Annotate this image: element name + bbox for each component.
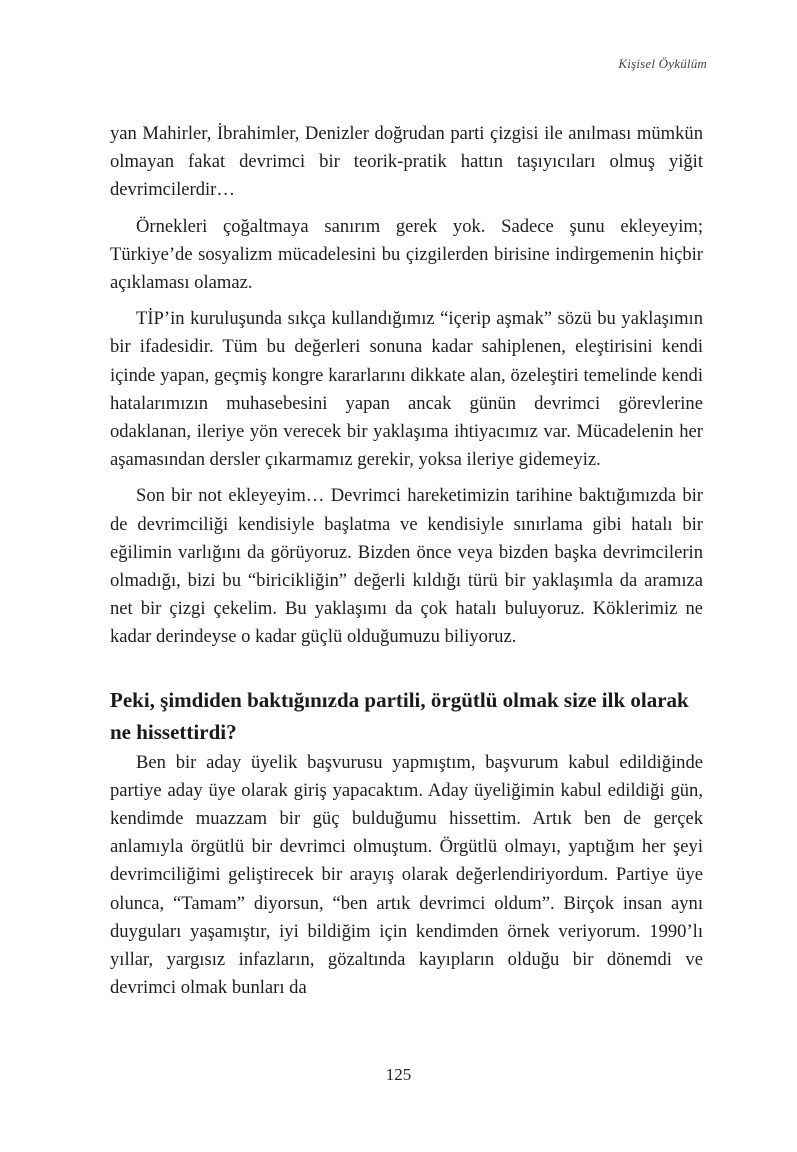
- page-number: 125: [385, 1065, 412, 1084]
- interview-question-heading: Peki, şimdiden baktığınızda partili, örgütlü olmak size ilk olarak ne hissettirdi?: [110, 687, 689, 744]
- paragraph-answer: Ben bir aday üyelik başvurusu yapmıştım, başvurum kabul edildiğinde partiye aday üye olarak giriş yapacaktım. Aday üyeliğimin kabul edildiği gün, kendimde muazzam bir güç bulduğumu hissettim. Artık ben de gerçek anlamıyla örgütlü bir devrimci olmuştum. Örgütlü olmayı, yaptığım her şeyi devrimciliğimi geliştirecek bir arayış olarak değerlendiriyordum. Partiye üye olunca, “Tamam” diyorsun, “ben artık devrimci oldum”. Birçok insan aynı duyguları yaşamıştır, iyi bildiğim için kendimden örnek veriyorum. 1990’lı yıllar, yargısız infazların, gözaltında kayıpların olduğu bir dönemdi ve devrimci olmak bunları da: [110, 751, 703, 999]
- paragraph-2: Örnekleri çoğaltmaya sanırım gerek yok. Sadece şunu ekleyeyim; Türkiye’de sosyalizm mücadelesini bu çizgilerden birisine indirgemenin hiçbir açıklaması olamaz.: [110, 215, 703, 294]
- paragraph-3: TİP’in kuruluşunda sıkça kullandığımız “içerip aşmak” sözü bu yaklaşımın bir ifadesidir. Tüm bu değerleri sonuna kadar sahiplenen, eleştirisini kendi içinde yapan, geçmiş kongre kararlarını dikkate alan, özeleştiri temelinde kendi hatalarımızın muhasebesini yapan ancak günün devrimci görevlerine odaklanan, ileriye yön verecek bir yaklaşıma ihtiyacımız var. Mücadelenin her aşamasından dersler çıkarmamız gerekir, yoksa ileriye gidemeyiz.: [110, 308, 703, 471]
- running-head: Kişisel Öykülüm: [618, 56, 707, 71]
- paragraph-1: yan Mahirler, İbrahimler, Denizler doğrudan parti çizgisi ile anılması mümkün olmayan fakat devrimci bir teorik-pratik hattın taşıyıcıları olmuş yiğit devrimcilerdir…: [110, 123, 703, 201]
- body-text: [110, 120, 703, 1002]
- paragraph-4: Son bir not ekleyeyim… Devrimci hareketimizin tarihine baktığımızda bir de devrimciliği kendisiyle başlatma ve kendisiyle sınırlama gibi hatalı bir eğilimin varlığını da görüyoruz. Bizden önce veya bizden başka devrimcilerin olmadığı, bizi bu “biricikliğin” değerli kıldığı türü bir yaklaşımla da aramıza net bir çizgi çekelim. Bu yaklaşımı da çok hatalı buluyoruz. Köklerimiz ne kadar derindeyse o kadar güçlü olduğumuzu biliyoruz.: [110, 485, 703, 648]
